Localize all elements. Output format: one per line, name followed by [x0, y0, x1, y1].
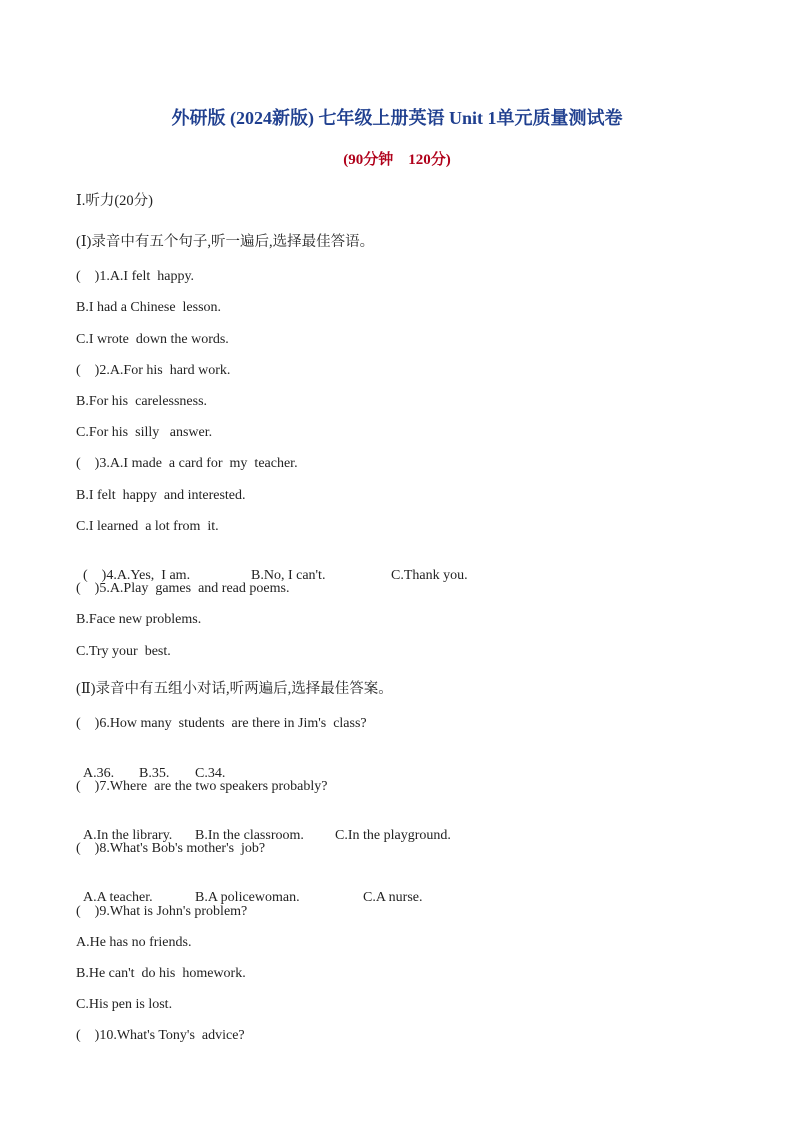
question-7-option-a: A.In the library. [83, 828, 173, 843]
question-8-option-a: A.A teacher. [83, 890, 153, 905]
question-6-option-c: C.34. [195, 766, 226, 781]
question-8: ( )8.What's Bob's mother's job? [76, 841, 266, 856]
question-4-option-a: ( )4.A.Yes, I am. [83, 568, 191, 583]
question-7-option-c: C.In the playground. [335, 828, 451, 843]
question-8-options [76, 871, 423, 907]
question-6-option-b: B.35. [139, 766, 170, 781]
question-1-option-b: B.I had a Chinese lesson. [76, 300, 222, 315]
question-9: ( )9.What is John's problem? [76, 904, 248, 919]
question-9-option-a: A.He has no friends. [76, 935, 192, 950]
question-7: ( )7.Where are the two speakers probably? [76, 779, 328, 794]
question-4-option-c: C.Thank you. [391, 568, 468, 583]
question-2: ( )2.A.For his hard work. [76, 363, 231, 378]
question-7-option-b: B.In the classroom. [195, 828, 304, 843]
question-9-option-b: B.He can't do his homework. [76, 966, 246, 981]
question-10: ( )10.What's Tony's advice? [76, 1028, 245, 1043]
question-3-option-b: B.I felt happy and interested. [76, 488, 246, 503]
question-2-option-b: B.For his carelessness. [76, 394, 208, 409]
part2-instruction: (Ⅱ)录音中有五组小对话,听两遍后,选择最佳答案。 [76, 681, 393, 697]
question-6: ( )6.How many students are there in Jim's class? [76, 716, 367, 731]
question-4-option-b: B.No, I can't. [251, 568, 326, 583]
question-8-option-c: C.A nurse. [363, 890, 423, 905]
question-5: ( )5.A.Play games and read poems. [76, 581, 290, 596]
question-8-option-b: B.A policewoman. [195, 890, 300, 905]
question-2-option-c: C.For his silly answer. [76, 425, 213, 440]
section-heading-listening: Ⅰ.听力(20分) [76, 193, 154, 209]
question-5-option-c: C.Try your best. [76, 644, 171, 659]
question-3: ( )3.A.I made a card for my teacher. [76, 456, 298, 471]
page-subtitle: (90分钟 120分) [343, 152, 451, 168]
question-6-option-a: A.36. [83, 766, 115, 781]
question-5-option-b: B.Face new problems. [76, 612, 202, 627]
question-1-option-c: C.I wrote down the words. [76, 332, 229, 347]
question-1: ( )1.A.I felt happy. [76, 269, 195, 284]
question-9-option-c: C.His pen is lost. [76, 997, 173, 1012]
part1-instruction: (Ⅰ)录音中有五个句子,听一遍后,选择最佳答语。 [76, 234, 375, 250]
question-3-option-c: C.I learned a lot from it. [76, 519, 219, 534]
page-title: 外研版 (2024新版) 七年级上册英语 Unit 1单元质量测试卷 [171, 108, 623, 128]
